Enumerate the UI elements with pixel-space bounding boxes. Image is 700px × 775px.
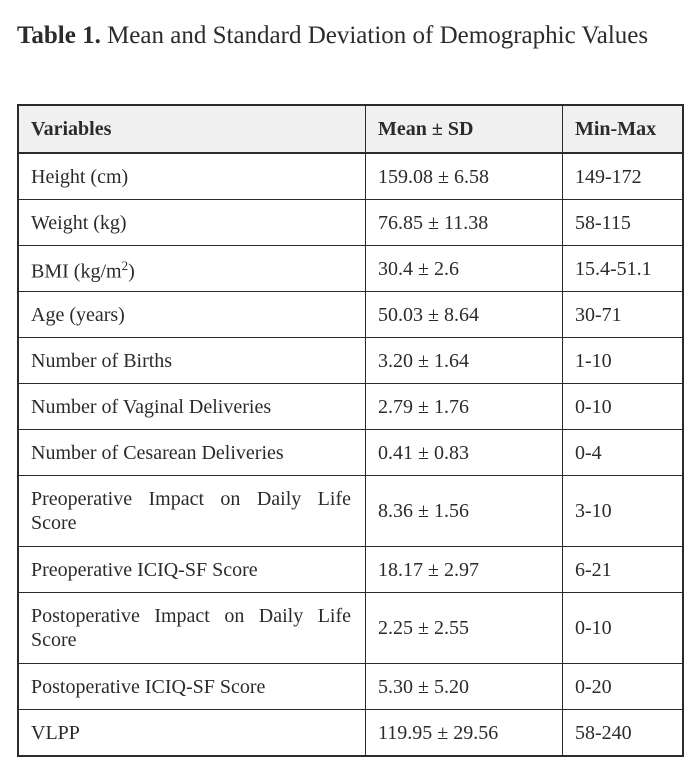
min-max-cell: 149-172	[563, 153, 684, 200]
table-row	[18, 476, 683, 547]
variable-cell: Postoperative ICIQ-SF Score	[18, 664, 366, 710]
variable-cell: Number of Births	[18, 338, 366, 384]
min-max-cell: 0-10	[563, 593, 684, 664]
table-caption	[17, 18, 685, 54]
mean-sd-cell: 159.08 ± 6.58	[366, 153, 563, 200]
demographics-table	[17, 104, 684, 757]
min-max-cell: 58-115	[563, 200, 684, 246]
min-max-cell: 0-4	[563, 430, 684, 476]
mean-sd-cell: 5.30 ± 5.20	[366, 664, 563, 710]
header-min-max: Min-Max	[563, 105, 684, 153]
table-row	[18, 430, 683, 476]
min-max-cell: 1-10	[563, 338, 684, 384]
table-header-row	[18, 105, 683, 153]
table-row	[18, 338, 683, 384]
mean-sd-cell: 76.85 ± 11.38	[366, 200, 563, 246]
variable-text-suffix: )	[128, 260, 135, 283]
variable-cell	[18, 246, 366, 292]
mean-sd-cell: 8.36 ± 1.56	[366, 476, 563, 547]
variable-cell: Preoperative Impact on Daily Life Score	[18, 476, 366, 547]
mean-sd-cell: 2.25 ± 2.55	[366, 593, 563, 664]
mean-sd-cell: 2.79 ± 1.76	[366, 384, 563, 430]
min-max-cell: 0-10	[563, 384, 684, 430]
min-max-cell: 30-71	[563, 292, 684, 338]
header-variables: Variables	[18, 105, 366, 153]
variable-cell: Weight (kg)	[18, 200, 366, 246]
variable-cell: Age (years)	[18, 292, 366, 338]
table-row	[18, 153, 683, 200]
table-row	[18, 710, 683, 757]
variable-cell: Number of Vaginal Deliveries	[18, 384, 366, 430]
min-max-cell: 15.4-51.1	[563, 246, 684, 292]
mean-sd-cell: 3.20 ± 1.64	[366, 338, 563, 384]
mean-sd-cell: 50.03 ± 8.64	[366, 292, 563, 338]
mean-sd-cell: 18.17 ± 2.97	[366, 547, 563, 593]
min-max-cell: 3-10	[563, 476, 684, 547]
min-max-cell: 0-20	[563, 664, 684, 710]
table-row	[18, 664, 683, 710]
variable-cell: Postoperative Impact on Daily Life Score	[18, 593, 366, 664]
variable-text: BMI (kg/m	[31, 260, 122, 283]
variable-cell: Number of Cesarean Deliveries	[18, 430, 366, 476]
table-row	[18, 200, 683, 246]
variable-cell: Preoperative ICIQ-SF Score	[18, 547, 366, 593]
variable-cell: VLPP	[18, 710, 366, 757]
min-max-cell: 6-21	[563, 547, 684, 593]
header-mean-sd: Mean ± SD	[366, 105, 563, 153]
superscript: 2	[121, 257, 129, 273]
min-max-cell: 58-240	[563, 710, 684, 757]
mean-sd-cell: 0.41 ± 0.83	[366, 430, 563, 476]
table-title: Mean and Standard Deviation of Demographic Values	[107, 22, 649, 49]
mean-sd-cell: 119.95 ± 29.56	[366, 710, 563, 757]
variable-cell: Height (cm)	[18, 153, 366, 200]
table-row	[18, 246, 683, 292]
table-row	[18, 547, 683, 593]
table-label: Table 1.	[17, 22, 101, 49]
table-row	[18, 292, 683, 338]
table-row	[18, 384, 683, 430]
mean-sd-cell: 30.4 ± 2.6	[366, 246, 563, 292]
table-row	[18, 593, 683, 664]
